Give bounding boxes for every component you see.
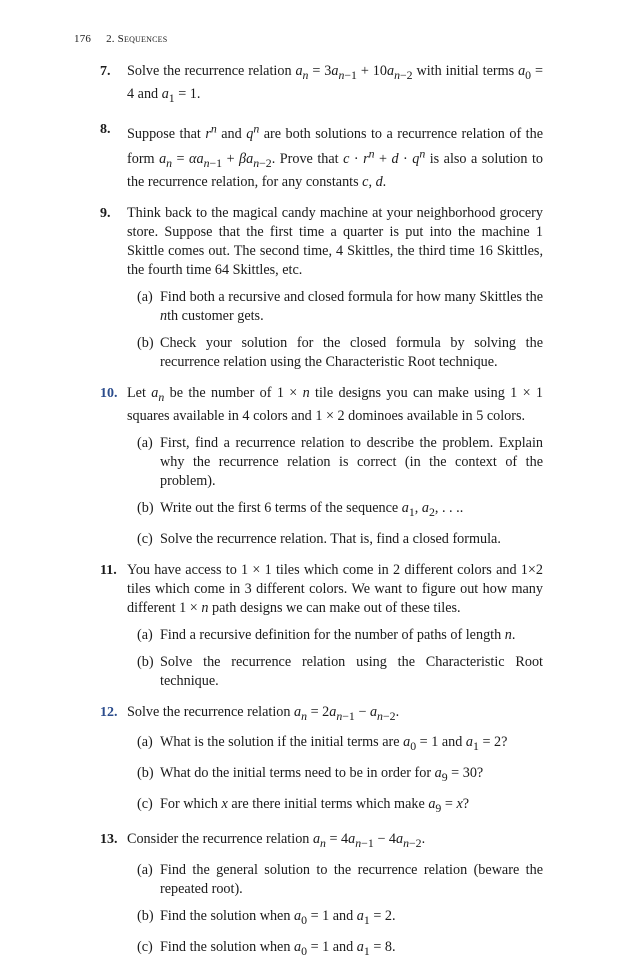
exercise — [0, 384, 630, 549]
exercise-text: Think back to the magical candy machine at your neighborhood grocery store. Suppose that the first time a quarter is put into the machine 1 Skittle comes out. The second time, 4 Skittles, the third time 16 Skittles, the fourth time 64 Skittles, etc. — [127, 204, 543, 278]
exercise-part — [0, 434, 630, 491]
part-label: (b) — [137, 907, 154, 924]
exercise-part — [0, 861, 630, 899]
exercise-text: Consider the recurrence relation $a_n = 4a_{n-1} - 4a_{n-2}$. — [127, 830, 426, 850]
part-text: Find both a recursive and closed formula for how many Skittles the nth customer gets. — [160, 288, 543, 324]
part-text: Find a recursive definition for the number of paths of length n. — [160, 626, 516, 643]
exercise-number: 9. — [100, 205, 111, 221]
exercise-number: 11. — [100, 562, 117, 578]
exercise-text: Let $a_n$ be the number of 1 × n tile designs you can make using 1 × 1 squares available in 4 colors and 1 × 2 dominoes available in 5 colors. — [127, 384, 544, 424]
part-text: Check your solution for the closed formula by solving the recurrence relation using the Characteristic Root technique. — [160, 334, 543, 370]
section-title: 2. Sequences — [106, 33, 168, 45]
part-label: (b) — [137, 334, 154, 351]
exercise-part — [0, 334, 630, 372]
exercise — [0, 204, 630, 372]
exercise-part — [0, 288, 630, 326]
exercise-part — [0, 938, 630, 961]
part-label: (b) — [137, 765, 154, 782]
part-label: (a) — [137, 626, 153, 643]
exercise-text: Suppose that $r^n$ and $q^n$ are both solutions to a recurrence relation of the form $a_n = \alpha a_{n-1} + \beta a_{n-2}$. Prove that $c \cdot r^n + d \cdot q^n$ is also a solution to the recurrence relation, for any constants c, d. — [127, 121, 544, 190]
exercise-number: 12. — [100, 704, 118, 720]
exercise — [0, 62, 630, 108]
exercise — [0, 703, 630, 818]
page-number: 176 — [74, 33, 92, 45]
part-label: (a) — [137, 734, 153, 751]
running-header — [74, 33, 167, 45]
part-text: Solve the recurrence relation using the Characteristic Root technique. — [160, 653, 543, 689]
exercise-text: You have access to 1 × 1 tiles which come in 2 different colors and 1×2 tiles which come in 3 different colors. We want to figure out how many different 1 × n path designs we can make out of these tiles. — [127, 561, 543, 616]
part-label: (b) — [137, 653, 154, 670]
part-text: What do the initial terms need to be in order for $a_9 = 30$? — [160, 765, 484, 785]
part-text: For which x are there initial terms which make $a_9 = x$? — [160, 796, 470, 815]
exercise-part — [0, 764, 630, 787]
part-label: (c) — [137, 938, 153, 955]
part-label: (a) — [137, 861, 153, 878]
part-text: Find the solution when $a_0 = 1$ and $a_1 = 8$. — [160, 938, 396, 958]
exercise-part — [0, 795, 630, 818]
part-text: First, find a recurrence relation to describe the problem. Explain why the recurrence relation is correct (in the context of the problem). — [160, 434, 543, 489]
exercise-number: 13. — [100, 831, 118, 847]
part-text: Write out the first 6 terms of the sequence $a_1$, $a_2$, . . .. — [160, 499, 464, 519]
exercise — [0, 120, 630, 192]
part-label: (b) — [137, 499, 154, 516]
part-text: Find the solution when $a_0 = 1$ and $a_1 = 2$. — [160, 907, 396, 927]
exercise-part — [0, 499, 630, 522]
part-label: (a) — [137, 288, 153, 305]
exercise — [0, 561, 630, 691]
exercise-number: 10. — [100, 385, 118, 401]
part-text: Find the general solution to the recurrence relation (beware the repeated root). — [160, 861, 543, 897]
part-label: (c) — [137, 796, 153, 813]
exercise-part — [0, 530, 630, 549]
exercise-number: 8. — [100, 121, 111, 137]
exercise-list — [0, 62, 630, 972]
exercise-text: Solve the recurrence relation $a_n = 3a_{n-1} + 10a_{n-2}$ with initial terms $a_0 = 4$ and $a_1 = 1$. — [127, 63, 543, 105]
exercise-part — [0, 733, 630, 756]
exercise — [0, 830, 630, 960]
exercise-text: Solve the recurrence relation $a_n = 2a_{n-1} - a_{n-2}$. — [127, 703, 400, 723]
part-text: What is the solution if the initial terms are $a_0 = 1$ and $a_1 = 2$? — [160, 734, 508, 754]
exercise-number: 7. — [100, 64, 111, 79]
exercise-part — [0, 653, 630, 691]
exercise-part — [0, 626, 630, 645]
part-label: (a) — [137, 434, 153, 451]
part-text: Solve the recurrence relation. That is, find a closed formula. — [160, 530, 501, 547]
part-label: (c) — [137, 530, 153, 547]
exercise-part — [0, 907, 630, 930]
